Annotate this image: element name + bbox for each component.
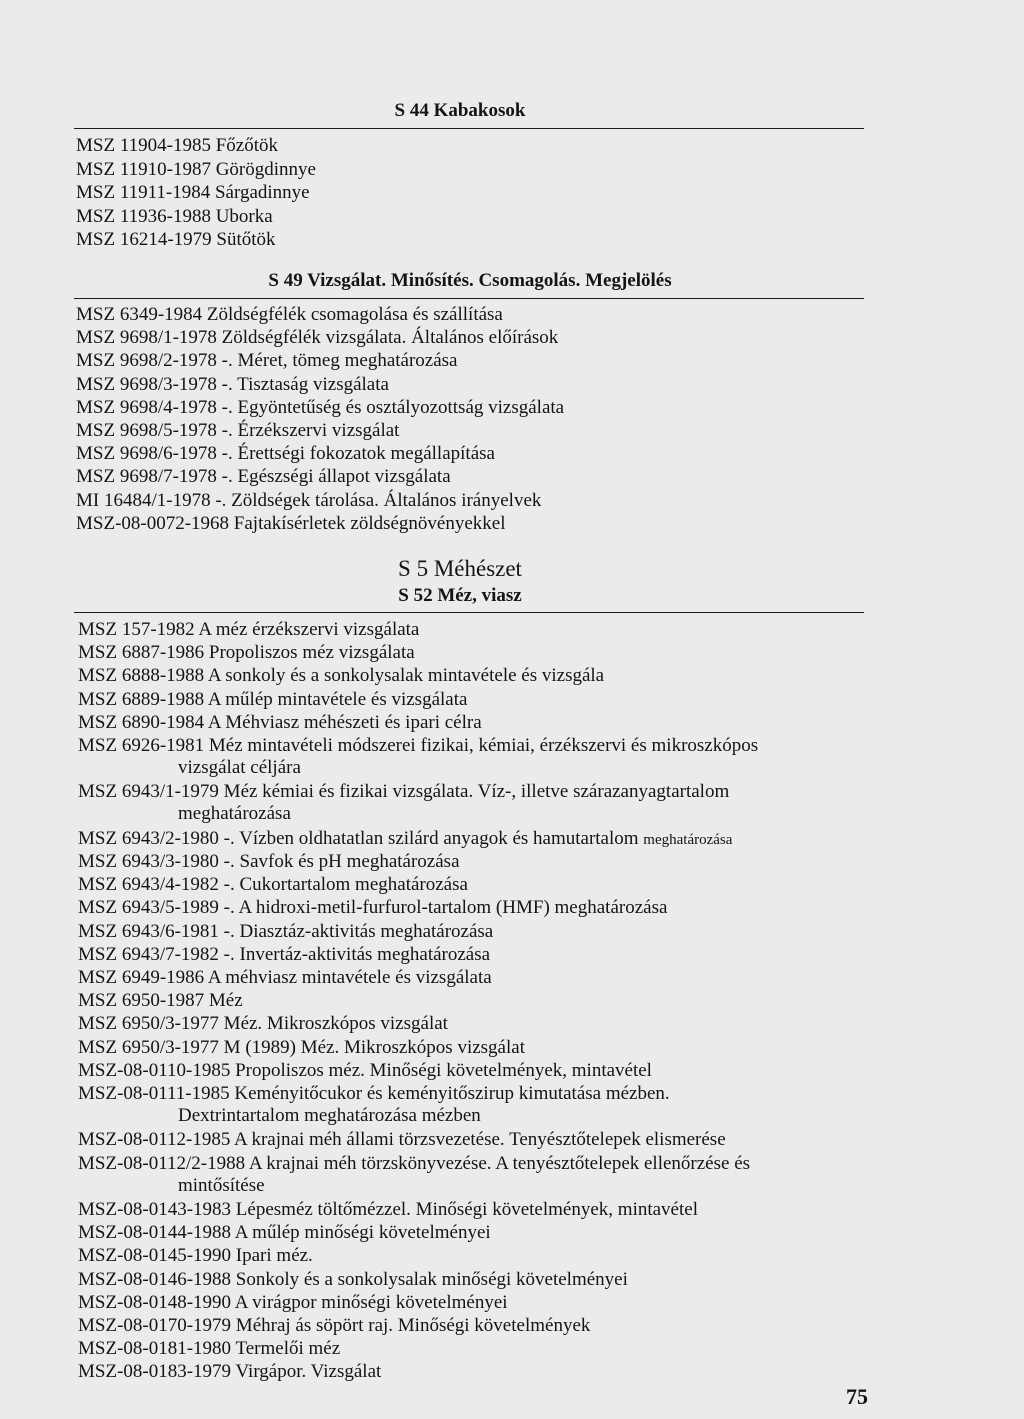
list-item	[78, 1199, 698, 1221]
entry-text: MSZ 157-1982 A méz érzékszervi vizsgálata	[78, 619, 420, 640]
entry-text: MSZ-08-0146-1988 Sonkoly és a sonkolysalak minőségi követelményei	[78, 1268, 628, 1290]
section-rule	[74, 298, 864, 299]
entry-text: MSZ-08-0111-1985 Keményitőcukor és keményitőszirup kimutatása mézben.	[78, 1083, 670, 1104]
entry-text: MSZ-08-0143-1983 Lépesméz töltőmézzel. Minőségi követelmények, mintavétel	[78, 1199, 698, 1220]
list-item	[78, 1060, 652, 1082]
entry-text: MSZ 6943/6-1981 -. Diasztáz-aktivitás meghatározása	[78, 920, 494, 942]
list-item: MSZ 9698/3-1978 -. Tisztaság vizsgálata	[76, 373, 389, 395]
list-item	[78, 874, 468, 896]
list-item	[78, 1338, 340, 1360]
entry-text: MSZ 6943/5-1989 -. A hidroxi-metil-furfurol-tartalom (HMF) meghatározása	[78, 897, 668, 919]
list-item	[78, 851, 460, 873]
entry-text: MSZ 6943/2-1980 -. Vízben oldhatatlan szilárd anyagok és hamutartalom	[78, 827, 639, 849]
list-item: MSZ 9698/4-1978 -. Egyöntetűség és osztályozottság vizsgálata	[76, 396, 565, 418]
entry-text: MSZ 6943/3-1980 -. Savfok és pH meghatározása	[78, 851, 460, 872]
list-item: MSZ 6349-1984 Zöldségfélék csomagolása és szállítása	[76, 304, 503, 325]
entry-text: MSZ-08-0148-1990 A virágpor minőségi követelményei	[78, 1291, 508, 1313]
entry-text: MSZ 6889-1988 A műlép mintavétele és vizsgálata	[78, 688, 468, 710]
entry-text: MSZ 6950-1987 Méz	[78, 990, 243, 1012]
page-number: 75	[846, 1384, 868, 1409]
list-item	[78, 1222, 491, 1244]
entry-text: MSZ 6926-1981 Méz mintavételi módszerei fizikai, kémiai, érzékszervi és mikroszkópos	[78, 735, 759, 756]
list-item	[78, 1013, 448, 1035]
list-item: MSZ 16214-1979 Sütőtök	[76, 229, 276, 250]
list-item: MSZ 11904-1985 Főzőtök	[76, 135, 278, 156]
list-item	[78, 967, 492, 989]
section-title-s49: S 49 Vizsgálat. Minősítés. Csomagolás. Megjelölés	[268, 270, 672, 291]
list-item	[78, 1361, 381, 1383]
entry-text: MSZ 6943/1-1979 Méz kémiai és fizikai vizsgálata. Víz-, illetve szárazanyagtartalom	[78, 781, 730, 803]
list-item	[78, 1245, 313, 1267]
list-item	[78, 1315, 590, 1337]
list-item: MSZ 9698/2-1978 -. Méret, tömeg meghatározása	[76, 350, 458, 372]
entry-text: MSZ-08-0145-1990 Ipari méz.	[78, 1245, 313, 1267]
list-item: MSZ 9698/6-1978 -. Érettségi fokozatok megállapítása	[76, 443, 495, 465]
list-item	[78, 1292, 508, 1314]
list-item	[78, 1153, 750, 1197]
section-title-s52: S 52 Méz, viasz	[398, 585, 522, 606]
entry-text: MSZ-08-0112/2-1988 A krajnai méh törzskönyvezése. A tenyésztőtelepek ellenőrzése és	[78, 1152, 751, 1174]
list-item	[78, 921, 493, 943]
entry-text: MSZ 6943/7-1982 -. Invertáz-aktivitás meghatározása	[78, 943, 491, 965]
list-item	[78, 828, 732, 851]
list-item	[78, 712, 482, 734]
entry-text: MSZ 6950/3-1977 Méz. Mikroszkópos vizsgálat	[78, 1013, 448, 1035]
section-rule	[74, 612, 864, 613]
list-item	[78, 735, 758, 779]
entry-continuation: meghatározása	[178, 803, 291, 825]
list-item	[78, 1037, 525, 1059]
list-item	[78, 897, 667, 919]
entry-text: MSZ-08-0181-1980 Termelői méz	[78, 1338, 341, 1360]
section-title-s44: S 44 Kabakosok	[394, 100, 526, 121]
entry-text: MSZ 6888-1988 A sonkoly és a sonkolysalak mintavétele és vizsgála	[78, 665, 605, 687]
entry-continuation: vizsgálat céljára	[178, 757, 301, 778]
list-item	[78, 944, 490, 966]
entry-small-text: meghatározása	[643, 831, 733, 848]
list-item: MSZ 11911-1984 Sárgadinnye	[76, 182, 310, 203]
list-item	[78, 1083, 670, 1127]
entry-text: MSZ-08-0112-1985 A krajnai méh állami törzsvezetése. Tenyésztőtelepek elismerése	[78, 1129, 726, 1151]
section-title-s5: S 5 Méhészet	[398, 556, 522, 581]
entry-text: MSZ 6943/4-1982 -. Cukortartalom meghatározása	[78, 874, 468, 896]
list-item: MSZ 9698/7-1978 -. Egészségi állapot vizsgálata	[76, 466, 451, 488]
list-item: MSZ 9698/1-1978 Zöldségfélék vizsgálata. Általános előírások	[76, 327, 559, 349]
entry-text: MSZ-08-0183-1979 Virgápor. Vizsgálat	[78, 1361, 382, 1383]
list-item	[78, 781, 729, 825]
list-item: MSZ 9698/5-1978 -. Érzékszervi vizsgálat	[76, 420, 400, 441]
section-rule	[74, 128, 864, 129]
entry-text: MSZ 6950/3-1977 M (1989) Méz. Mikroszkópos vizsgálat	[78, 1036, 525, 1058]
entry-continuation: mintősítése	[178, 1174, 265, 1196]
list-item: MI 16484/1-1978 -. Zöldségek tárolása. Általános irányelvek	[76, 489, 542, 511]
entry-text: MSZ-08-0110-1985 Propoliszos méz. Minőségi követelmények, mintavétel	[78, 1059, 652, 1081]
entry-text: MSZ 6949-1986 A méhviasz mintavétele és vizsgálata	[78, 967, 492, 988]
list-item: MSZ 11910-1987 Görögdinnye	[76, 158, 316, 180]
list-item	[78, 1129, 726, 1151]
entry-text: MSZ 6887-1986 Propoliszos méz vizsgálata	[78, 642, 415, 664]
list-item	[78, 642, 415, 664]
list-item: MSZ-08-0072-1968 Fajtakísérletek zöldségnövényekkel	[76, 512, 506, 534]
list-item	[78, 619, 419, 641]
entry-text: MSZ 6890-1984 A Méhviasz méhészeti és ipari célra	[78, 711, 482, 733]
entry-continuation: Dextrintartalom meghatározása mézben	[178, 1105, 481, 1126]
list-item: MSZ 11936-1988 Uborka	[76, 205, 273, 227]
list-item	[78, 990, 243, 1012]
list-item	[78, 1269, 628, 1291]
entry-text: MSZ-08-0170-1979 Méhraj ás söpört raj. Minőségi követelmények	[78, 1315, 591, 1336]
entry-text: MSZ-08-0144-1988 A műlép minőségi követelményei	[78, 1222, 491, 1244]
list-item	[78, 665, 604, 687]
list-item	[78, 689, 467, 711]
